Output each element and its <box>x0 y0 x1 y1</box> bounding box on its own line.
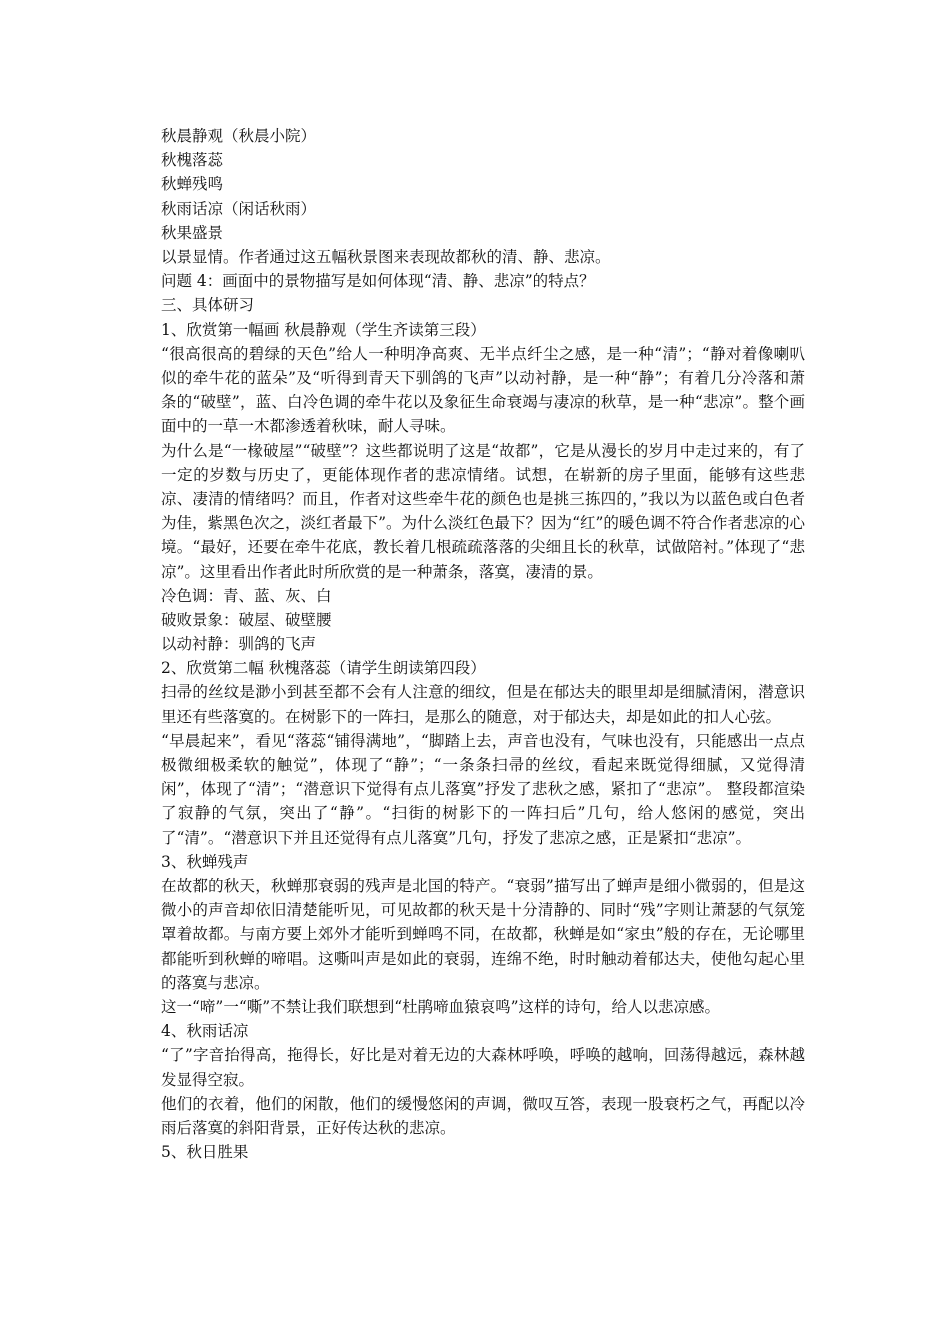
paragraph: 扫帚的丝纹是渺小到甚至都不会有人注意的细纹，但是在郁达夫的眼里却是细腻清闲，潜意识里还有些落寞的。在树影下的一阵扫，是那么的随意，对于郁达夫，却是如此的扣人心弦。 <box>161 683 805 726</box>
paragraph: 在故都的秋天，秋蝉那衰弱的残声是北国的特产。“衰弱”描写出了蝉声是细小微弱的，但是这微小的声音却依旧清楚能听见，可见故都的秋天是十分清静的、同时“残”字则让萧瑟的气氛笼罩着故都。与南方要上郊外才能听到蝉鸣不同，在故都，秋蝉是如“家虫”般的存在，无论哪里都能听到秋蝉的啼唱。这嘶叫声是如此的衰弱，连绵不绝，时时触动着郁达夫，使他勾起心里的落寞与悲凉。 <box>161 877 805 992</box>
paragraph: “了”字音抬得高，拖得长，好比是对着无边的大森林呼唤，呼唤的越响，回荡得越远，森林越发显得空寂。 <box>161 1046 805 1089</box>
paragraph: 他们的衣着，他们的闲散，他们的缓慢悠闲的声调，微叹互答，表现一股衰朽之气，再配以冷雨后落寞的斜阳背景，正好传达秋的悲凉。 <box>161 1094 805 1138</box>
text-line: 秋晨静观（秋晨小院） <box>161 127 317 145</box>
subsection-heading: 1、欣赏第一幅画 秋晨静观（学生齐读第三段） <box>161 320 486 339</box>
subsection-heading: 5、秋日胜果 <box>161 1143 249 1162</box>
subsection-heading: 3、秋蝉残声 <box>161 852 249 871</box>
text-line: 秋槐落蕊 <box>161 151 224 170</box>
text-line: 秋果盛景 <box>161 223 224 242</box>
text-line: 以景显情。作者通过这五幅秋景图来表现故都秋的清、静、悲凉。 <box>161 247 611 266</box>
subsection-heading: 2、欣赏第二幅 秋槐落蕊（请学生朗读第四段） <box>161 659 486 678</box>
text-line: 以动衬静：驯鸽的飞声 <box>161 635 317 654</box>
text-line: 问题 4：画面中的景物描写是如何体现“清、静、悲凉”的特点？ <box>161 272 595 291</box>
text-line: 秋雨话凉（闲话秋雨） <box>161 199 317 218</box>
text-line: 秋蝉残鸣 <box>161 175 224 194</box>
paragraph: 这一“啼”一“嘶”不禁让我们联想到“杜鹃啼血猿哀鸣”这样的诗句，给人以悲凉感。 <box>161 998 721 1017</box>
text-line: 冷色调：青、蓝、灰、白 <box>161 586 332 605</box>
text-line: 破败景象：破屋、破壁腰 <box>161 610 332 629</box>
document-page <box>145 124 805 1164</box>
subsection-heading: 4、秋雨话凉 <box>161 1022 249 1041</box>
section-heading: 三、具体研习 <box>161 296 255 315</box>
paragraph: “很高很高的碧绿的天色”给人一种明净高爽、无半点纤尘之感，是一种“清”；“静对着像喇叭似的牵牛花的蓝朵”及“听得到青天下驯鸽的飞声”以动衬静，是一种“静”；有着几分冷落和萧条的“破壁”，蓝、白冷色调的牵牛花以及象征生命衰竭与凄凉的秋草，是一种“悲凉”。整个画面中的一草一木都渗透着秋味，耐人寻味。 <box>161 344 805 436</box>
paragraph: “早晨起来”，看见“落蕊“铺得满地”，“脚踏上去，声音也没有，气味也没有，只能感出一点点极微细极柔软的触觉”，体现了“静”；“一条条扫帚的丝纹，看起来既觉得细腻，又觉得清闲”，体现了“清”；“潜意识下觉得有点儿落寞”抒发了悲秋之感，紧扣了“悲凉”。 整段都渲染了寂静的气氛，突出了“静”。“扫街的树影下的一阵扫后”几句，给人悠闲的感觉，突出了“清”。“潜意识下并且还觉得有点儿落寞”几句，抒发了悲凉之感，正是紧扣“悲凉”。 <box>161 731 805 847</box>
paragraph: 为什么是“一椽破屋”“破壁”？这些都说明了这是“故都”，它是从漫长的岁月中走过来的，有了一定的岁数与历史了，更能体现作者的悲凉情绪。试想，在崭新的房子里面，能够有这些悲凉、凄清的情绪吗？而且，作者对这些牵牛花的颜色也是挑三拣四的，”我以为以蓝色或白色者为佳，紫黑色次之，淡红者最下”。为什么淡红色最下？因为“红”的暖色调不符合作者悲凉的心境。“最好，还要在牵牛花底，教长着几根疏疏落落的尖细且长的秋草，试做陪衬。”体现了“悲凉”。这里看出作者此时所欣赏的是一种萧条，落寞，凄清的景。 <box>161 441 805 581</box>
